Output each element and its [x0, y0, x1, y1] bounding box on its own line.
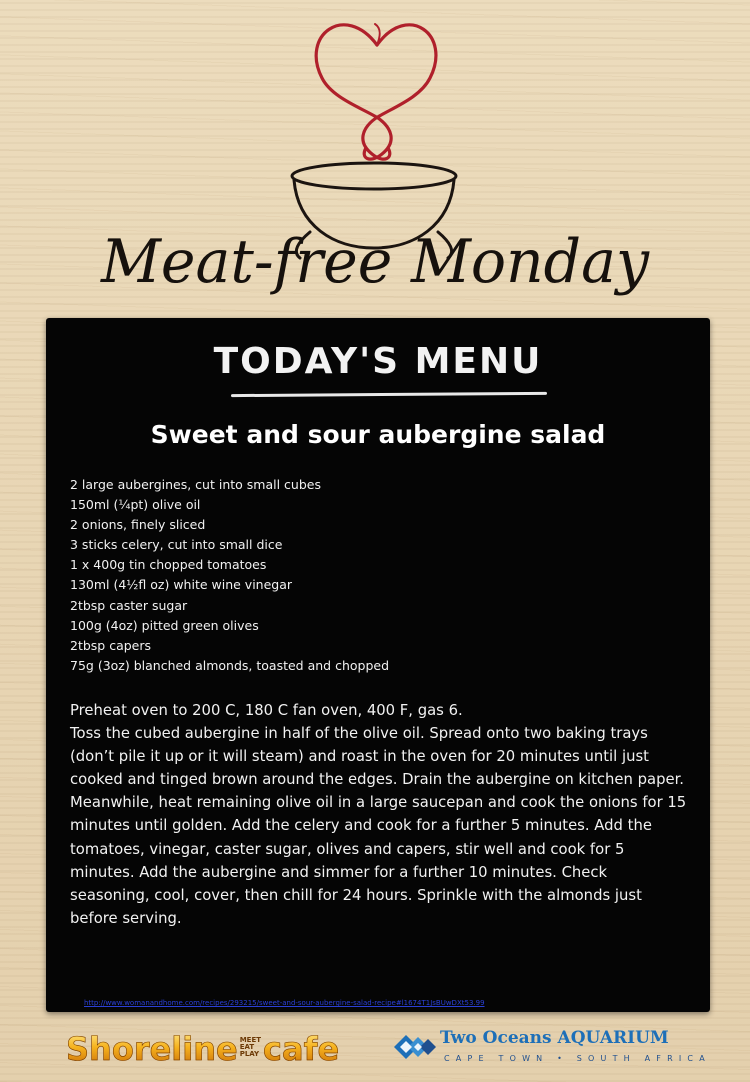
shoreline-logo-word: Shoreline: [66, 1030, 238, 1068]
ingredient-item: 2 large aubergines, cut into small cubes: [70, 477, 321, 492]
header-illustration: [0, 0, 750, 318]
shoreline-tagline: MEET EAT PLAY: [239, 1035, 262, 1058]
method-step: Toss the cubed aubergine in half of the olive oil. Spread onto two baking trays (don’t pile it up or it will steam) and roast in the oven for 20 minutes until just cooked and tinged brown around the edges. Drain the aubergine on kitchen paper.: [70, 725, 684, 789]
aquarium-fish-logo-icon: [392, 1024, 438, 1070]
menu-board: [46, 318, 710, 1012]
ingredient-item: 1 x 400g tin chopped tomatoes: [70, 557, 267, 573]
method-text: [70, 699, 690, 930]
ingredient-item: 100g (4oz) pitted green olives: [70, 617, 259, 633]
shoreline-cafe-logo: [66, 1026, 358, 1072]
aquarium-location: CAPE TOWN • SOUTH AFRICA: [444, 1054, 711, 1063]
ingredient-item: 3 sticks celery, cut into small dice: [70, 537, 283, 553]
menu-heading: TODAY'S MENU: [213, 341, 543, 382]
aquarium-name: Two Oceans AQUARIUM: [440, 1028, 669, 1048]
ingredient-item: 75g (3oz) blanched almonds, toasted and chopped: [70, 657, 390, 673]
heart-steam-icon: [316, 24, 436, 159]
method-step: Preheat oven to 200 C, 180 C fan oven, 400 F, gas 6.: [70, 702, 463, 719]
ingredient-item: 2tbsp capers: [70, 637, 152, 653]
two-oceans-aquarium-logo: [392, 1022, 711, 1072]
svg-text:Meat-free Monday: Meat-free Monday: [100, 227, 651, 297]
method-step: Meanwhile, heat remaining olive oil in a large saucepan and cook the onions for 15 minutes until golden. Add the celery and cook for a further 5 minutes. Add the tomatoes, vinegar, caster sugar, olives and capers, stir well and cook for 5 minutes. Add the aubergine and simmer for a further 10 minutes. Check seasoning, cool, cover, then chill for 24 hours. Sprinkle with the almonds just before serving.: [70, 794, 687, 927]
ingredient-item: 2 onions, finely sliced: [70, 517, 206, 533]
ingredient-item: 130ml (4½fl oz) white wine vinegar: [70, 577, 293, 593]
menu-heading-underline: [231, 392, 547, 397]
cafe-logo-word: cafe: [263, 1030, 340, 1068]
script-title: [100, 227, 650, 297]
ingredient-item: 2tbsp caster sugar: [70, 597, 188, 613]
ingredient-item: 150ml (¼pt) olive oil: [70, 497, 201, 513]
recipe-source-link[interactable]: http://www.womanandhome.com/recipes/293215/sweet-and-sour-aubergine-salad-recipe#l1674T1JsBUwDXt53.99: [84, 999, 485, 1007]
ingredient-list: [70, 475, 389, 676]
recipe-title: Sweet and sour aubergine salad: [150, 420, 606, 449]
